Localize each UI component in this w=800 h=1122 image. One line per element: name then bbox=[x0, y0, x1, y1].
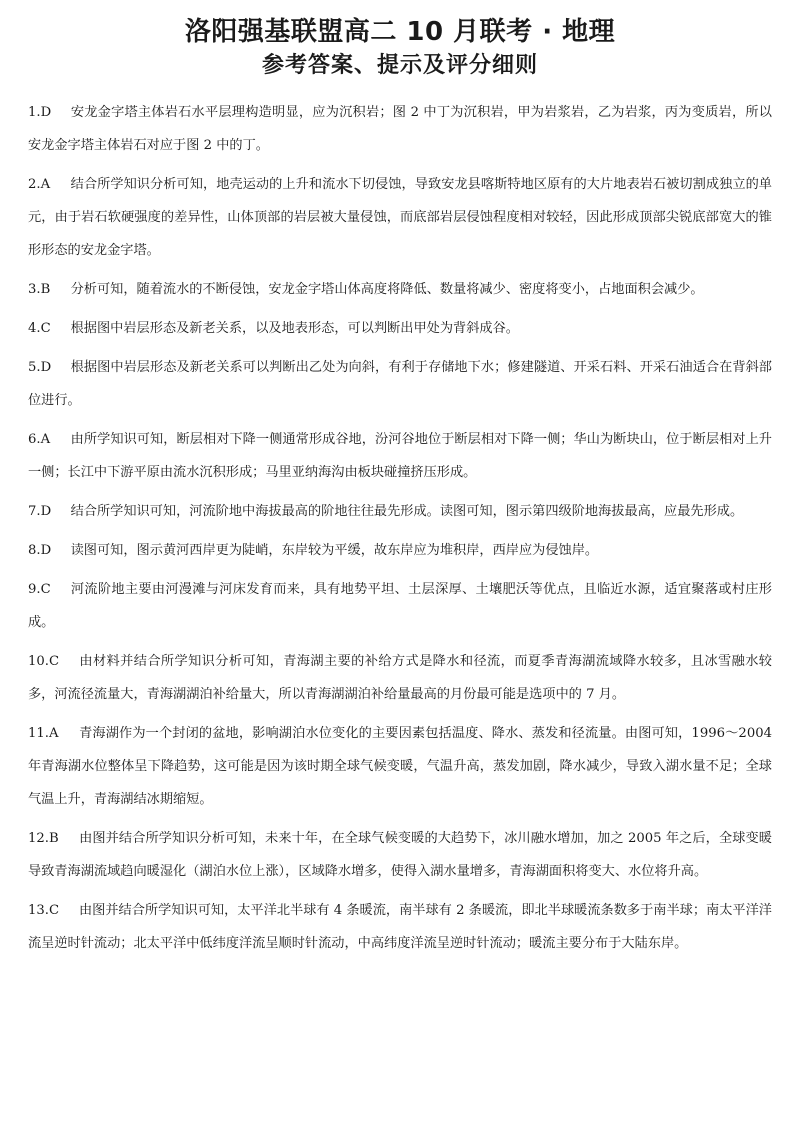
answer-key: B bbox=[48, 831, 59, 846]
answer-key: C bbox=[48, 903, 60, 918]
answer-key: B bbox=[40, 282, 51, 297]
answer-key: C bbox=[40, 582, 51, 597]
answer-key: A bbox=[48, 726, 59, 741]
answer-explanation: 河流阶地主要由河漫滩与河床发育而来，具有地势平坦、土层深厚、土壤肥沃等优点，且临近水源，适宜聚落或村庄形成。 bbox=[28, 582, 772, 630]
answer-key: A bbox=[40, 177, 51, 192]
page-subtitle: 参考答案、提示及评分细则 bbox=[261, 53, 538, 78]
answer-item bbox=[28, 423, 772, 489]
answer-key: D bbox=[40, 360, 52, 375]
question-number: 10. bbox=[28, 654, 49, 669]
answer-item bbox=[28, 273, 772, 306]
answer-explanation: 结合所学知识可知，河流阶地中海拔最高的阶地往往最先形成。读图可知，图示第四级阶地海拔最高，应最先形成。 bbox=[70, 504, 744, 519]
answer-explanation: 由材料并结合所学知识分析可知，青海湖主要的补给方式是降水和径流，而夏季青海湖流域降水较多，且冰雪融水较多，河流径流量大，青海湖湖泊补给量大，所以青海湖湖泊补给量最高的月份最可能是选项中的 7 月。 bbox=[28, 654, 772, 702]
answer-explanation: 根据图中岩层形态及新老关系可以判断出乙处为向斜，有利于存储地下水；修建隧道、开采石料、开采石油适合在背斜部位进行。 bbox=[28, 360, 772, 408]
question-number: 4. bbox=[28, 321, 41, 336]
answer-key: D bbox=[40, 543, 52, 558]
question-number: 8. bbox=[28, 543, 41, 558]
answer-item bbox=[28, 822, 772, 888]
answer-explanation: 根据图中岩层形态及新老关系，以及地表形态，可以判断出甲处为背斜成谷。 bbox=[70, 321, 519, 336]
question-number: 12. bbox=[28, 831, 49, 846]
question-number: 2. bbox=[28, 177, 41, 192]
answer-explanation: 由图并结合所学知识可知，太平洋北半球有 4 条暖流，南半球有 2 条暖流，即北半球暖流条数多于南半球；南太平洋洋流呈逆时针流动；北太平洋中低纬度洋流呈顺时针流动，中高纬度洋流呈逆时针流动；暖流主要分布于大陆东岸。 bbox=[28, 903, 772, 951]
answer-key: A bbox=[40, 432, 51, 447]
question-number: 9. bbox=[28, 582, 41, 597]
question-number: 11. bbox=[28, 726, 49, 741]
answer-explanation: 由所学知识可知，断层相对下降一侧通常形成谷地，汾河谷地位于断层相对下降一侧；华山为断块山，位于断层相对上升一侧；长江中下游平原由流水沉积形成；马里亚纳海沟由板块碰撞挤压形成。 bbox=[28, 432, 772, 480]
answer-key: C bbox=[40, 321, 51, 336]
answer-explanation: 青海湖作为一个封闭的盆地，影响湖泊水位变化的主要因素包括温度、降水、蒸发和径流量。由图可知，1996～2004 年青海湖水位整体呈下降趋势，这可能是因为该时期全球气候变暖，气温升高，蒸发加剧，降水减少，导致入湖水量不足；全球气温上升，青海湖结冰期缩短。 bbox=[28, 726, 772, 807]
answer-key: C bbox=[48, 654, 60, 669]
question-number: 7. bbox=[28, 504, 41, 519]
question-number: 1. bbox=[28, 105, 41, 120]
question-number: 5. bbox=[28, 360, 41, 375]
answer-item bbox=[28, 312, 772, 345]
answer-item bbox=[28, 495, 772, 528]
answer-item bbox=[28, 645, 772, 711]
answer-item bbox=[28, 573, 772, 639]
answer-item bbox=[28, 894, 772, 960]
answer-explanation: 分析可知，随着流水的不断侵蚀，安龙金字塔山体高度将降低、数量将减少、密度将变小，占地面积会减少。 bbox=[70, 282, 704, 297]
answer-item bbox=[28, 717, 772, 816]
answer-item bbox=[28, 96, 772, 162]
answer-explanation: 结合所学知识分析可知，地壳运动的上升和流水下切侵蚀，导致安龙县喀斯特地区原有的大片地表岩石被切割成独立的单元，由于岩石软硬强度的差异性，山体顶部的岩层被大量侵蚀，而底部岩层侵蚀程度相对较轻，因此形成顶部尖锐底部宽大的锥形形态的安龙金字塔。 bbox=[28, 177, 772, 258]
answer-list bbox=[28, 96, 772, 960]
answer-key: D bbox=[40, 504, 52, 519]
question-number: 6. bbox=[28, 432, 41, 447]
answer-item bbox=[28, 351, 772, 417]
page-title: 洛阳强基联盟高二 10 月联考 · 地理 bbox=[184, 17, 616, 47]
question-number: 13. bbox=[28, 903, 49, 918]
answer-key: D bbox=[40, 105, 52, 120]
answer-explanation: 安龙金字塔主体岩石水平层理构造明显，应为沉积岩；图 2 中丁为沉积岩，甲为岩浆岩，乙为岩浆，丙为变质岩，所以安龙金字塔主体岩石对应于图 2 中的丁。 bbox=[28, 105, 772, 153]
answer-item bbox=[28, 168, 772, 267]
answer-explanation: 由图并结合所学知识分析可知，未来十年，在全球气候变暖的大趋势下，冰川融水增加，加之 2005 年之后，全球变暖导致青海湖流域趋向暖湿化（湖泊水位上涨），区域降水增多，使得入湖水量增多，青海湖面积将变大、水位将升高。 bbox=[28, 831, 772, 879]
question-number: 3. bbox=[28, 282, 41, 297]
answer-explanation: 读图可知，图示黄河西岸更为陡峭，东岸较为平缓，故东岸应为堆积岸，西岸应为侵蚀岸。 bbox=[70, 543, 599, 558]
answer-item bbox=[28, 534, 772, 567]
